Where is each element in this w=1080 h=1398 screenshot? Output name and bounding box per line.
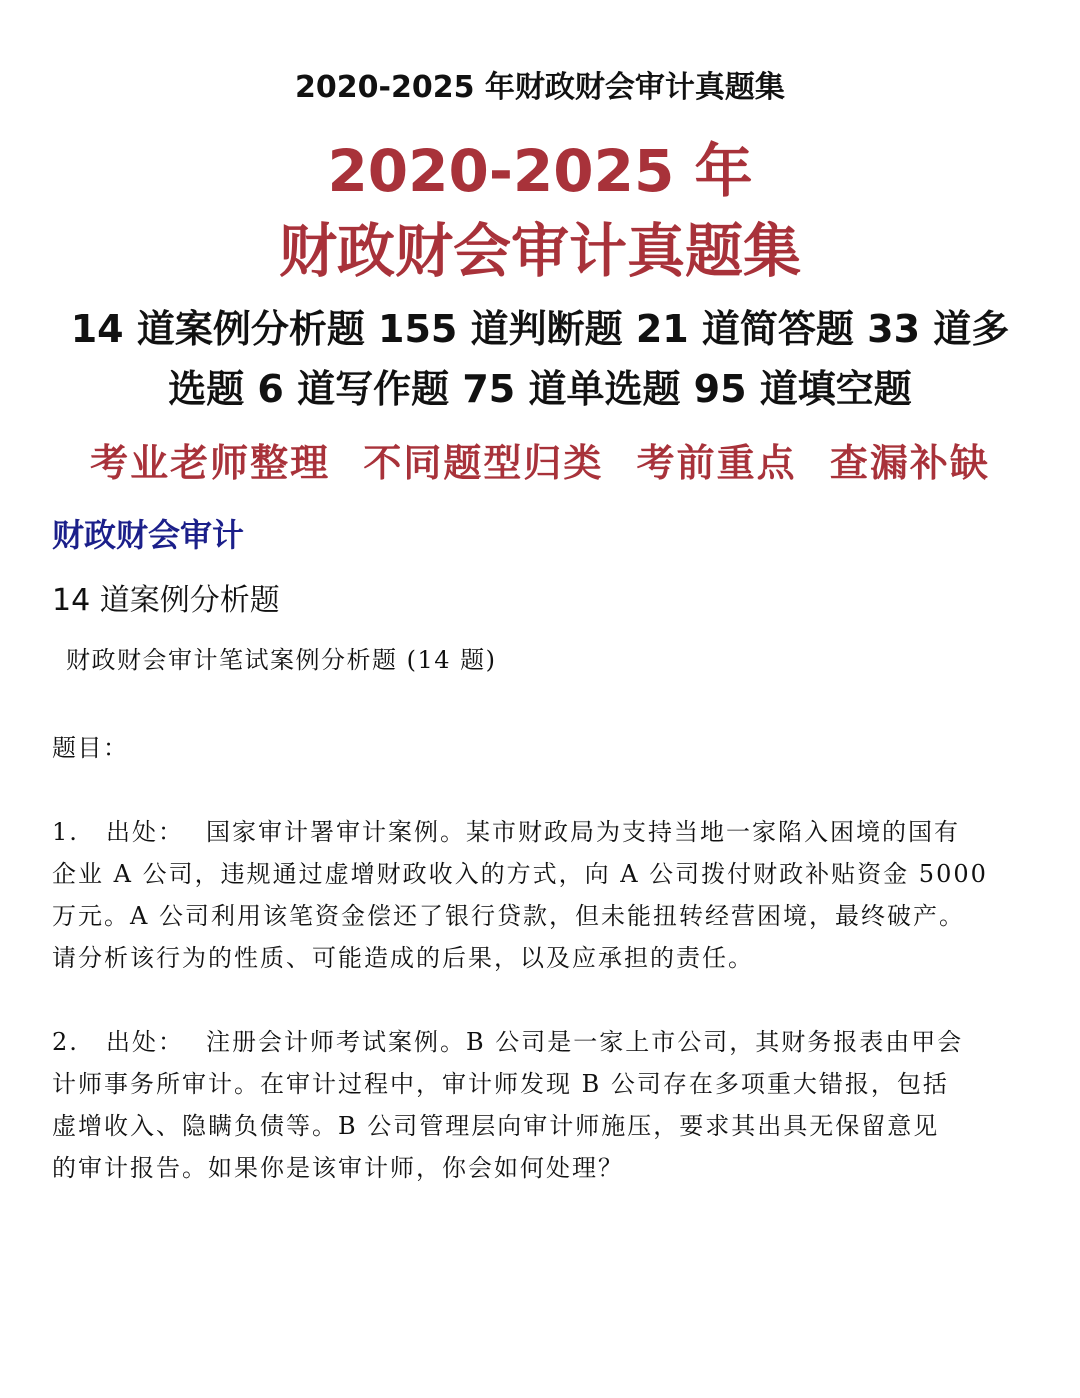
- question-source-label: 出处：: [106, 1028, 184, 1056]
- question-2-line-1: [52, 1022, 963, 1057]
- question-2-line-4: 的审计报告。如果你是该审计师，你会如何处理？: [52, 1154, 624, 1182]
- question-1-line-4: 请分析该行为的性质、可能造成的后果，以及应承担的责任。: [52, 944, 754, 972]
- question-1-line-1: [52, 812, 960, 847]
- question-1-line-3: 万元。A 公司利用该笔资金偿还了银行贷款，但未能扭转经营困境，最终破产。: [52, 902, 965, 930]
- question-number: 1.: [52, 818, 79, 846]
- top-title: 2020-2025 年财政财会审计真题集: [295, 70, 785, 105]
- questions-label: 题目：: [52, 734, 129, 762]
- question-2-line-2: 计师事务所审计。在审计过程中，审计师发现 B 公司存在多项重大错报，包括: [52, 1070, 949, 1098]
- question-counts-line2: 选题 6 道写作题 75 道单选题 95 道填空题: [168, 367, 912, 411]
- section-intro: 财政财会审计笔试案例分析题 (14 题): [66, 646, 497, 674]
- main-title-line1: 2020-2025 年: [327, 137, 753, 205]
- question-1-line-2: 企业 A 公司，违规通过虚增财政收入的方式，向 A 公司拨付财政补贴资金 5000: [52, 860, 988, 888]
- sub-heading: 14 道案例分析题: [52, 583, 280, 618]
- question-text: 注册会计师考试案例。B 公司是一家上市公司，其财务报表由甲会: [206, 1028, 964, 1056]
- question-counts-line1: 14 道案例分析题 155 道判断题 21 道简答题 33 道多: [70, 307, 1010, 351]
- question-number: 2.: [52, 1028, 79, 1056]
- main-title-line2: 财政财会审计真题集: [278, 217, 801, 285]
- slogan: 考业老师整理 不同题型归类 考前重点 查漏补缺: [90, 440, 990, 485]
- question-source-label: 出处：: [106, 818, 184, 846]
- question-text: 国家审计署审计案例。某市财政局为支持当地一家陷入困境的国有: [206, 818, 960, 846]
- section-heading: 财政财会审计: [52, 516, 245, 554]
- question-2-line-3: 虚增收入、隐瞒负债等。B 公司管理层向审计师施压，要求其出具无保留意见: [52, 1112, 940, 1140]
